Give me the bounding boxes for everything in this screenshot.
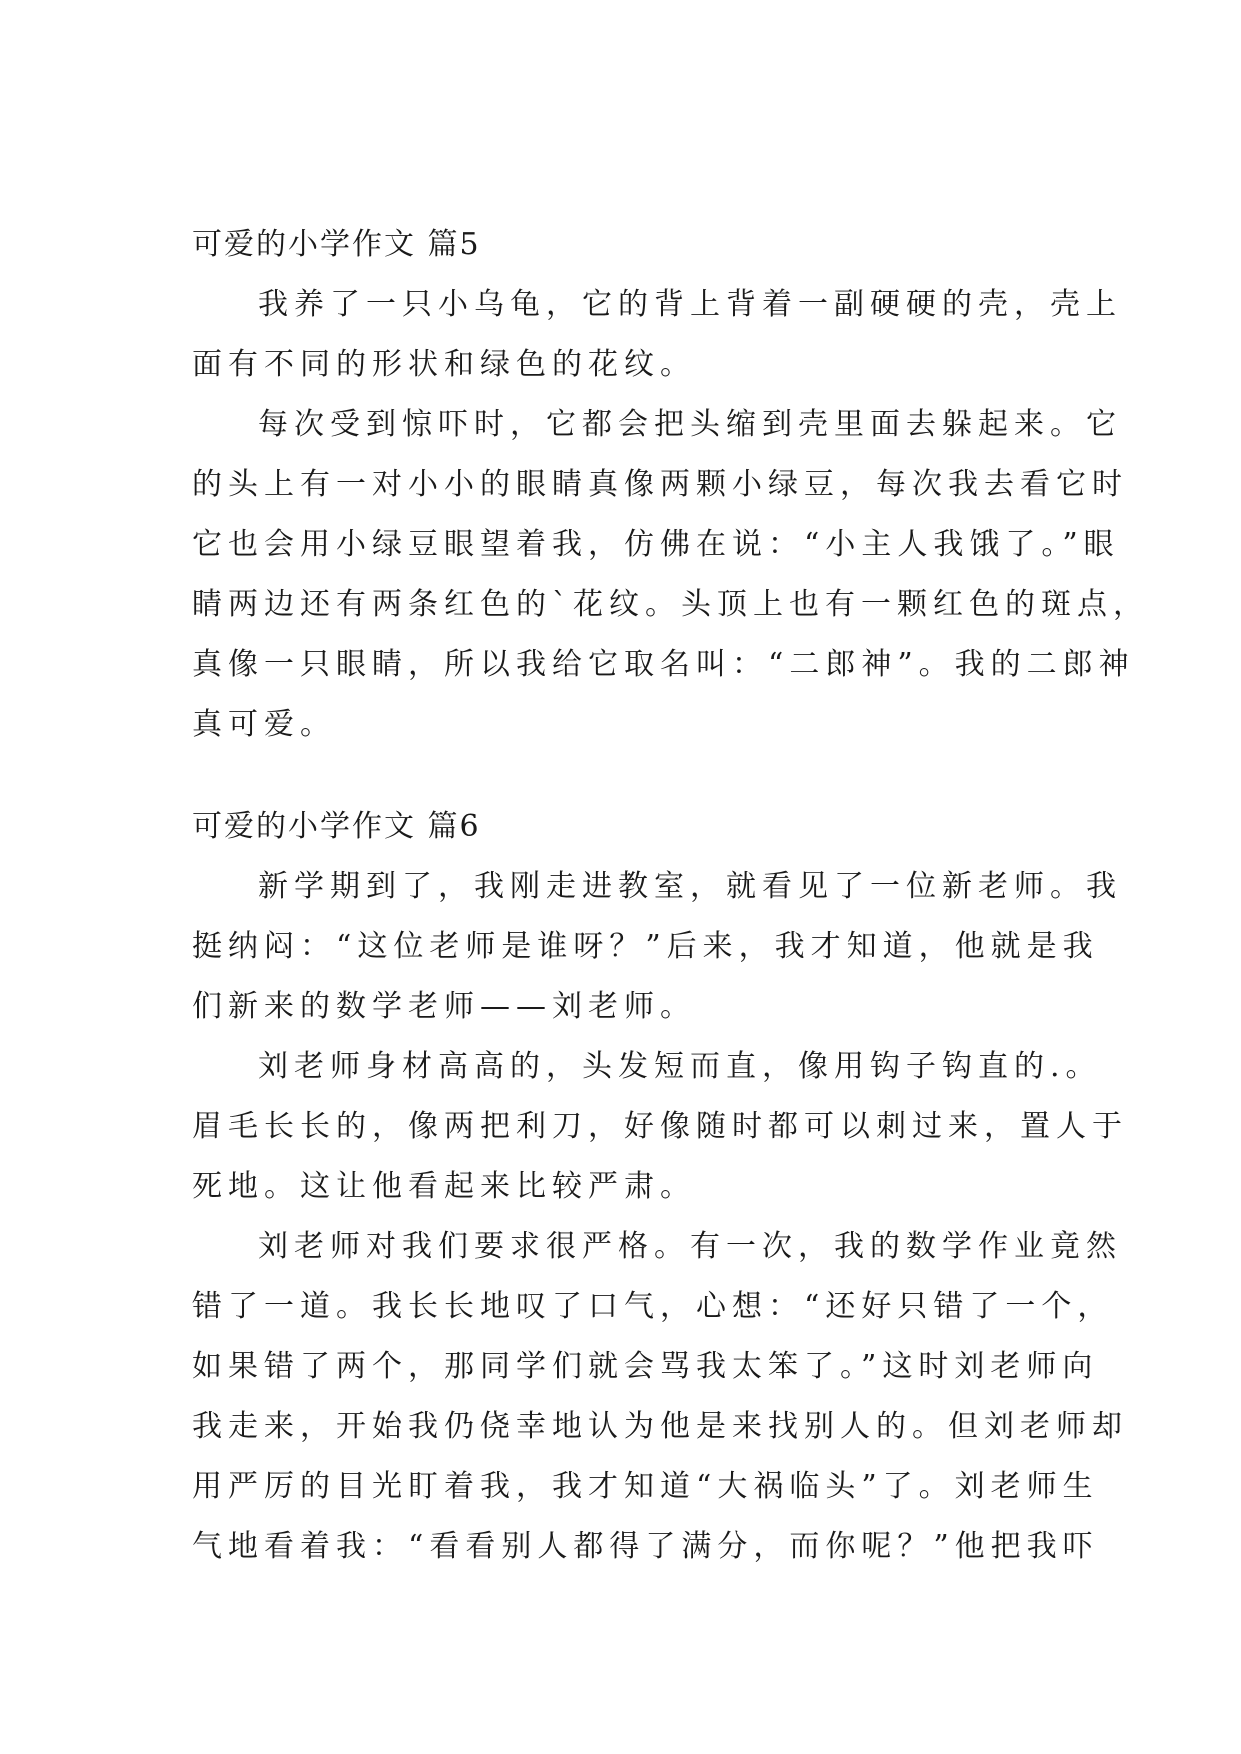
essay-section-6 <box>192 797 1128 1577</box>
text-line: 我走来，开始我仍侥幸地认为他是来找别人的。但刘老师却 <box>192 1409 1128 1444</box>
text-line: 每次受到惊吓时，它都会把头缩到壳里面去躲起来。它 <box>258 407 1122 442</box>
text-line: 如果错了两个，那同学们就会骂我太笨了。”这时刘老师向 <box>192 1349 1099 1384</box>
text-line: 刘老师身材高高的，头发短而直，像用钩子钩直的.。 <box>258 1049 1102 1084</box>
text-line: 面有不同的形状和绿色的花纹。 <box>192 347 696 382</box>
text-line: 用严厉的目光盯着我，我才知道“大祸临头”了。刘老师生 <box>192 1469 1099 1504</box>
text-line: 们新来的数学老师——刘老师。 <box>192 989 696 1024</box>
essay-section-5 <box>192 215 1149 755</box>
text-line: 挺纳闷：“这位老师是谁呀？”后来，我才知道，他就是我 <box>192 929 1099 964</box>
text-line: 新学期到了，我刚走进教室，就看见了一位新老师。我 <box>258 869 1122 904</box>
text-line: 真像一只眼睛，所以我给它取名叫：“二郎神”。我的二郎神 <box>192 647 1135 682</box>
text-line: 眉毛长长的，像两把利刀，好像随时都可以刺过来，置人于 <box>192 1109 1128 1144</box>
section-heading: 可爱的小学作文 篇6 <box>192 809 481 844</box>
text-line: 错了一道。我长长地叹了口气，心想：“还好只错了一个， <box>192 1289 1114 1324</box>
text-line: 它也会用小绿豆眼望着我，仿佛在说：“小主人我饿了。”眼 <box>192 527 1120 562</box>
text-line: 睛两边还有两条红色的`花纹。头顶上也有一颗红色的斑点， <box>192 587 1149 622</box>
text-line: 死地。这让他看起来比较严肃。 <box>192 1169 696 1204</box>
section-heading: 可爱的小学作文 篇5 <box>192 227 481 262</box>
text-line: 刘老师对我们要求很严格。有一次，我的数学作业竟然 <box>258 1229 1122 1264</box>
text-line: 真可爱。 <box>192 707 336 742</box>
text-line: 气地看着我：“看看别人都得了满分，而你呢？”他把我吓 <box>192 1529 1099 1564</box>
text-line: 我养了一只小乌龟，它的背上背着一副硬硬的壳，壳上 <box>258 287 1122 322</box>
text-line: 的头上有一对小小的眼睛真像两颗小绿豆，每次我去看它时 <box>192 467 1128 502</box>
